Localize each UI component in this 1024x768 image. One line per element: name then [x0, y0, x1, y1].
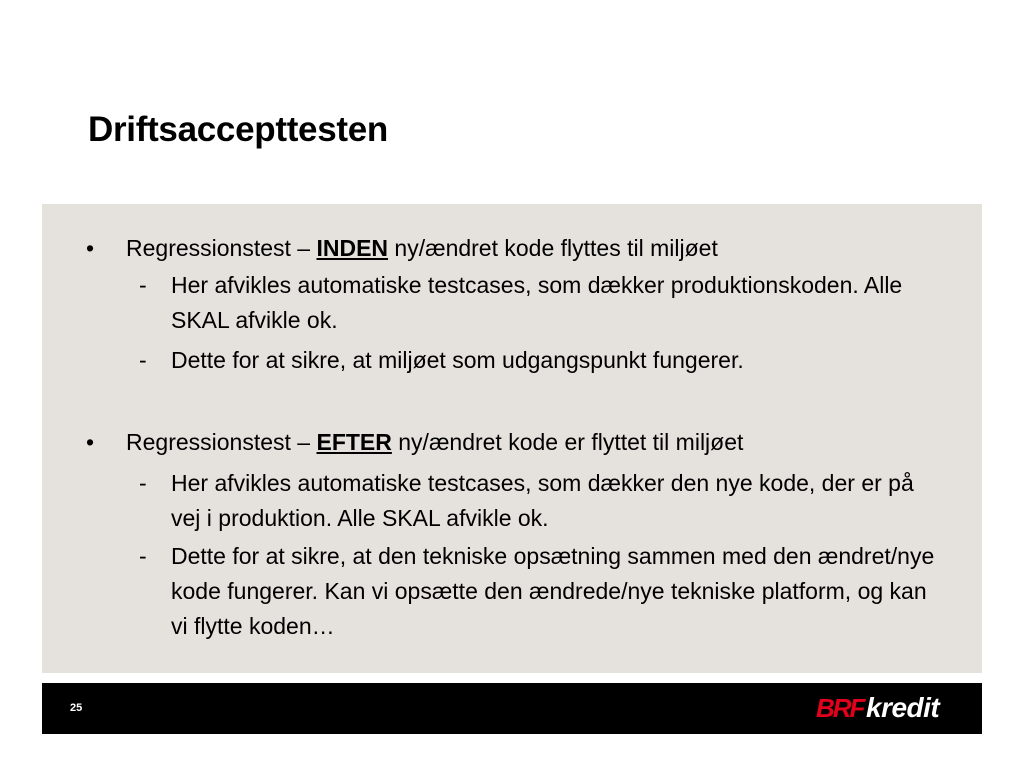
logo-mark: BRF [816, 693, 864, 723]
brf-kredit-logo [816, 691, 948, 725]
sub-text: Dette for at sikre, at miljøet som udgangspunkt fungerer. [171, 347, 744, 373]
sub-text: Her afvikles automatiske testcases, som dækker den nye kode, der er på vej i produktion. Alle SKAL afvikle ok. [171, 470, 914, 531]
logo-wordmark: kredit [866, 692, 940, 723]
bullet-prefix: Regressionstest – [126, 429, 317, 455]
sub-marker: - [139, 347, 147, 373]
page-number: 25 [70, 702, 83, 714]
footer-bar [42, 683, 982, 734]
sub-marker: - [139, 470, 147, 496]
page-title: Driftsaccepttesten [88, 110, 388, 149]
bullet-suffix: ny/ændret kode er flyttet til miljøet [391, 429, 744, 455]
bullet-prefix: Regressionstest – [126, 235, 317, 261]
content-panel [42, 204, 982, 673]
sub-marker: - [139, 272, 147, 298]
sub-text: Dette for at sikre, at den tekniske opsætning sammen med den ændret/nye kode fungerer. Kan vi opsætte den ændrede/nye tekniske platform, og kan vi flytte koden… [171, 543, 935, 639]
sub-text: Her afvikles automatiske testcases, som dækker produktionskoden. Alle SKAL afvikle ok. [171, 272, 903, 333]
brf-kredit-logo-graphic [816, 691, 948, 725]
bullet-suffix: ny/ændret kode flyttes til miljøet [388, 235, 718, 261]
sub-marker: - [139, 543, 147, 569]
bullet-keyword: INDEN [316, 235, 389, 261]
bullet-text [126, 231, 718, 266]
bullet-keyword: EFTER [316, 429, 392, 455]
bullet-text [126, 425, 743, 460]
bullet-marker: • [86, 235, 95, 261]
bullet-marker: • [86, 429, 95, 455]
